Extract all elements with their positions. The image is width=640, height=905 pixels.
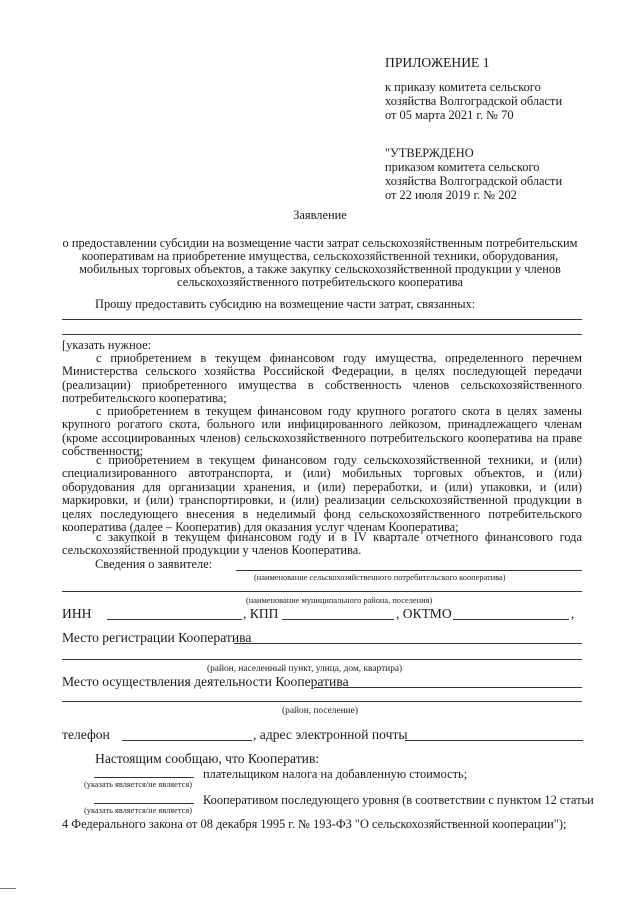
blank-line	[62, 319, 582, 320]
option-purchase: с закупкой в текущем финансовом году и в IV квартале отчетного финансового года сельскохозяйственной продукции у членов Кооператива.	[62, 530, 582, 558]
caption-name: (наименование сельскохозяйственного потребительского кооператива)	[254, 573, 506, 582]
document-heading: Заявление	[293, 208, 347, 222]
phone-field-line[interactable]	[122, 740, 252, 741]
coop-level-field-line[interactable]	[94, 803, 194, 804]
activity-place-field-line[interactable]	[314, 687, 582, 688]
document-subtitle: сельскохозяйственного потребительского кооператива	[177, 275, 463, 289]
activity-place-label: Место осуществления деятельности Кооператива	[62, 674, 349, 689]
document-subtitle: кооперативам на приобретение имущества, сельскохозяйственной техники, оборудования,	[81, 249, 559, 263]
approved-line: приказом комитета сельского	[385, 160, 540, 174]
kpp-label: , КПП	[243, 606, 279, 621]
specify-label: [указать нужное:	[62, 338, 152, 352]
order-line: от 05 марта 2021 г. № 70	[385, 108, 514, 122]
reg-place-field-line[interactable]	[234, 643, 582, 644]
request-text: Прошу предоставить субсидию на возмещение части затрат, связанных:	[95, 297, 476, 311]
order-line: хозяйства Волгоградской области	[385, 94, 563, 108]
reg-place-label: Место регистрации Кооператива	[62, 630, 252, 645]
approved-line: хозяйства Волгоградской области	[385, 174, 563, 188]
reg-place-field-line-2[interactable]	[62, 659, 582, 660]
caption-is-2: (указать является/не является)	[84, 806, 192, 815]
oktmo-label: , ОКТМО	[396, 606, 452, 621]
notice-intro: Настоящим сообщаю, что Кооператив:	[95, 751, 320, 766]
option-machinery: с приобретением в текущем финансовом году сельскохозяйственной техники, и (или) специализированного автотранспорта, и (или) мобильных торговых объектов, и (или) оборудования для организации хранения, и (или) переработки, и (или) упаковки, и (или) маркировки, и (или) транспортировки, и (или) реализации сельскохозяйственной продукции в целях последующего внесения в неделимый фонд сельскохозяйственного потребительского кооператива (далее – Кооператив) для оказания услуг членам Кооператива;	[62, 453, 582, 535]
approved-title: "УТВЕРЖДЕНО	[385, 146, 474, 160]
caption-address: (район, населенный пункт, улица, дом, квартира)	[207, 664, 403, 674]
vat-status-field-line[interactable]	[94, 777, 194, 778]
kpp-field-line[interactable]	[282, 619, 394, 620]
caption-district: (наименование муниципального района, поселения)	[246, 596, 433, 605]
blank-line	[62, 334, 582, 335]
caption-is-1: (указать является/не является)	[84, 780, 192, 789]
order-line: к приказу комитета сельского	[385, 80, 541, 94]
inn-field-line[interactable]	[107, 619, 242, 620]
caption-district-2: (район, поселение)	[282, 706, 358, 716]
law-reference: 4 Федерального закона от 08 декабря 1995 г. № 193-ФЗ "О сельскохозяйственной кооперации");	[62, 817, 567, 831]
option-cattle: с приобретением в текущем финансовом году крупного рогатого скота в целях замены крупного рогатого скота, больного или инфицированного лейкозом, принадлежащего членам (кроме ассоциированных членов) сельскохозяйственного потребительского кооператива на праве собственности;	[62, 404, 582, 459]
name-field-line[interactable]	[236, 570, 582, 571]
document-subtitle: мобильных торговых объектов, а также закупку сельскохозяйственной продукции у членов	[79, 262, 561, 276]
approved-line: от 22 июля 2019 г. № 202	[385, 188, 517, 202]
district-field-line[interactable]	[62, 591, 582, 592]
applicant-label: Сведения о заявителе:	[95, 557, 213, 571]
email-label: , адрес электронной почты	[253, 727, 408, 742]
trailing-comma: ,	[571, 606, 575, 621]
coop-level-text: Кооперативом последующего уровня (в соответствии с пунктом 12 статьи	[203, 793, 594, 807]
activity-place-field-line-2[interactable]	[62, 701, 582, 702]
scan-edge-mark	[0, 888, 16, 889]
oktmo-field-line[interactable]	[453, 619, 569, 620]
email-field-line[interactable]	[405, 740, 583, 741]
vat-text: плательщиком налога на добавленную стоимость;	[203, 767, 468, 781]
inn-label: ИНН	[62, 606, 92, 621]
appendix-title: ПРИЛОЖЕНИЕ 1	[385, 55, 490, 70]
document-subtitle: о предоставлении субсидии на возмещение части затрат сельскохозяйственным потребительским	[62, 236, 578, 250]
phone-label: телефон	[62, 727, 110, 742]
option-property: с приобретением в текущем финансовом году имущества, определенного перечнем Министерства сельского хозяйства Российской Федерации, в целях последующей передачи (реализации) приобретенного имущества в собственность членов сельскохозяйственного потребительского кооператива;	[62, 351, 582, 406]
